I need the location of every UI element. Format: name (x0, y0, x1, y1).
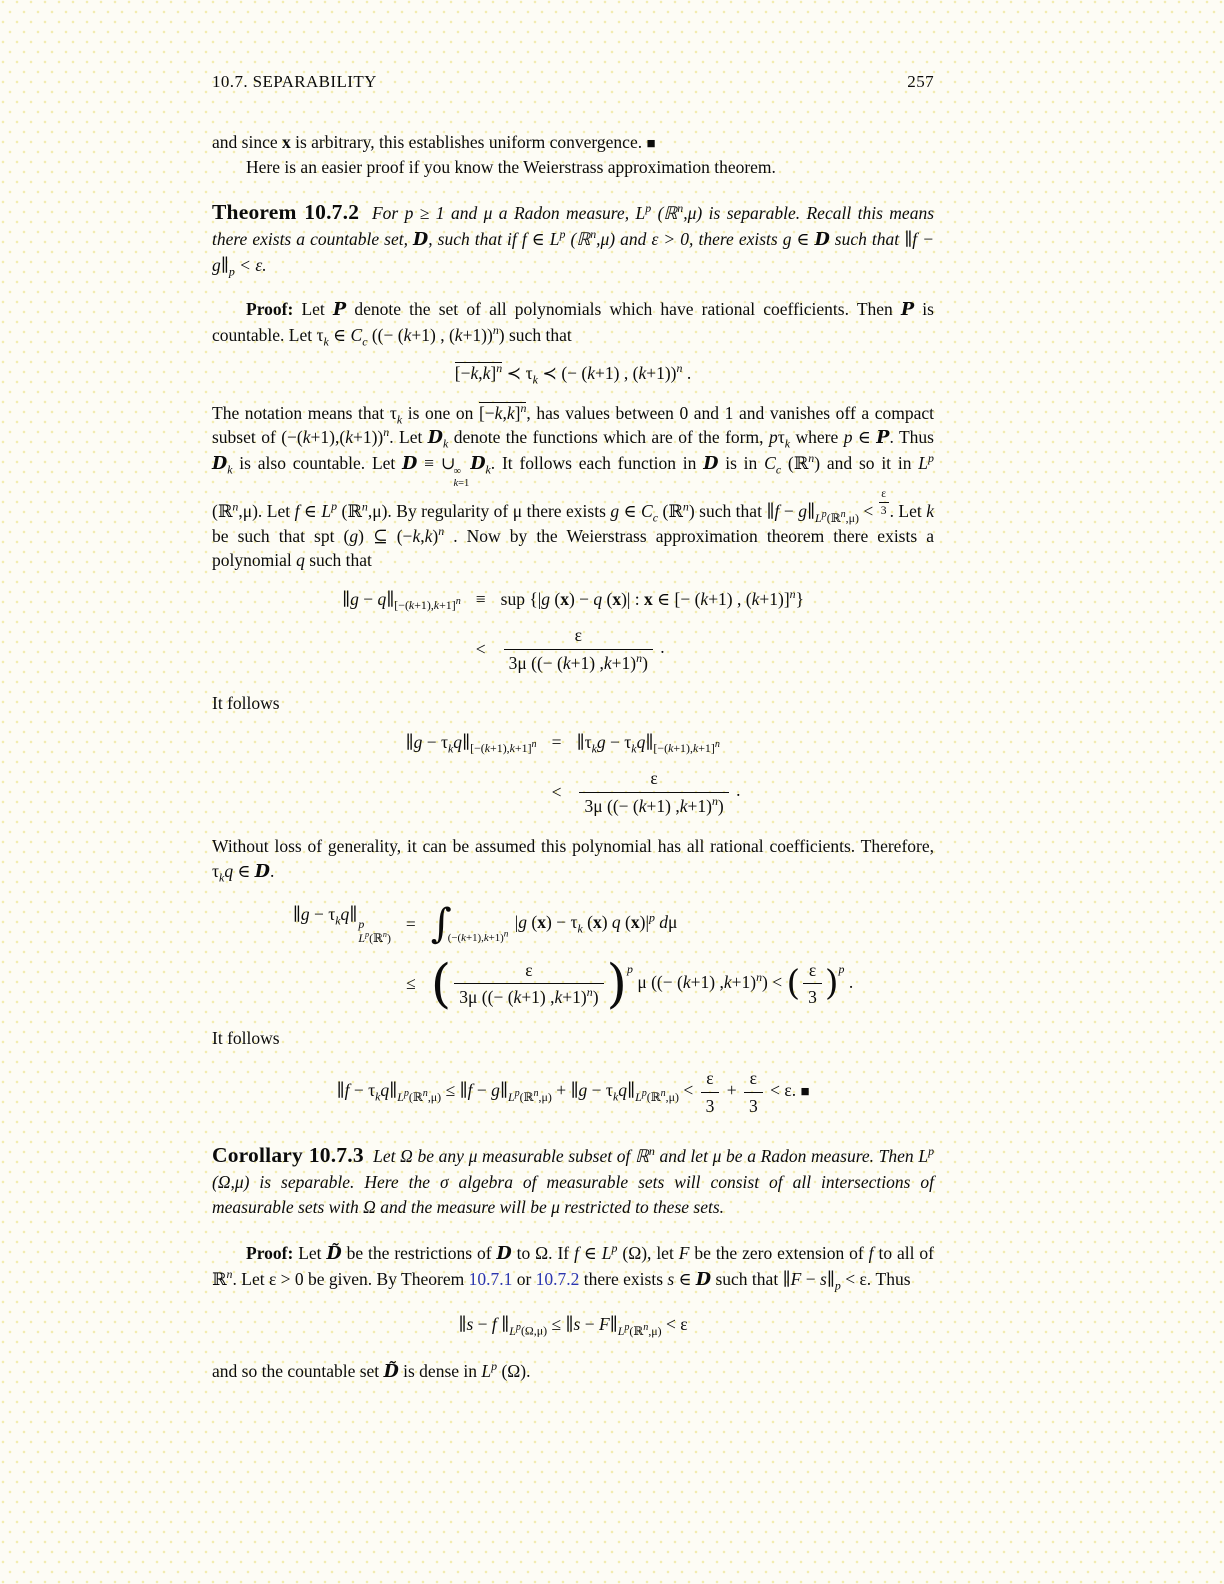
eq-lhs: ∥g − $\tau_kq\parallel$ p $L^p(ℝ^n)$ (292, 904, 391, 946)
equation-triangle-inequality: ∥f − $\tau_kq\parallel_{L^p(ℝ^n,\mu)}$ ≤ ∥f − $g\parallel_{L^p(ℝ^n,\mu)}$ + ∥g − $\tau_kq\parallel_{L^p(ℝ^n,\mu)}$ < $\frac{\varepsilon}{3}$ + $\frac{\varepsilon}{3}$ < ε. ■ (212, 1066, 934, 1118)
link-theorem-10-7-2[interactable]: 10.7.2 (535, 1268, 580, 1289)
proof-2-intro: Proof: Let D̃ be the restrictions of D to Ω. If f ∈ $L^p$ (Ω), let F be the zero extension of f to all of ℝ$^n$. Let ε > 0 be given. By Theorem 10.7.1 or 10.7.2 there exists s ∈ D such that ∥F − $s\parallel_p < \varepsilon$. Thus (212, 1241, 935, 1293)
page-content (212, 0, 934, 1384)
para-easier-proof: Here is an easier proof if you know the Weierstrass approximation theorem. (246, 156, 776, 177)
eq-rhs: $\frac{\varepsilon}{3\mu ((- (k+1) ,k+1)^n)}$ . (501, 623, 665, 675)
qed-square: ■ (800, 1084, 810, 1101)
eq-rhs: $\frac{\varepsilon}{3\mu ((- (k+1) ,k+1)^n)}$ . (576, 766, 740, 818)
corollary-body: Let Ω be any μ measurable subset of ℝ$^n$ and let μ be a Radon measure. Then $L^p$ (Ω,μ) is separable. Here the σ algebra of measurable sets will consist of all intersections of measurable sets with Ω and the measure will be μ restricted to these sets. (212, 1144, 935, 1217)
eq-rhs: sup {|g (x) − q (x)| : x ∈ [− (k+1) , (k+1)]$^n$} (500, 587, 805, 609)
para-it-follows-2: It follows (212, 1027, 280, 1048)
para-notation: The notation means that $\tau_k$ is one on $[-k,k]^n$, has values between 0 and 1 and vanishes off a compact subset of $(-(k+1),(k+1))^n$. Let $D_k$ denote the functions which are of the form, $p\tau_k$ where p ∈ P. Thus $D_k$ is also countable. Let D ≡ ∪ ∞ k=1 $D_k$. It follows each function in D is in $C_c$ (ℝ$^n$) and so it in $L^p$ (ℝ$^n$,μ). Let f ∈ $L^p$ (ℝ$^n$,μ). By regularity of μ there exists g ∈ $C_c$ (ℝ$^n$) such that ∥f − $g\parallel_{L^p(ℝ^n,\mu)}$ < $\frac{\varepsilon}{3}$ . Let k be such that spt (g) ⊆ $(-k,k)^n$ . Now by the Weierstrass approximation theorem there exists a polynomial q such that (212, 401, 934, 571)
eq-relation: < (475, 639, 486, 660)
equation-sup-estimate (212, 587, 934, 676)
link-theorem-10-7-1[interactable]: 10.7.1 (468, 1268, 513, 1289)
eq-lhs: ∥g − $\tau_kq\parallel_{[-(k+1),k+1]^n}$ (405, 731, 537, 756)
theorem-10-7-2 (212, 197, 934, 277)
equation-tau-estimate (212, 730, 934, 819)
eq-rhs: ( $\frac{\varepsilon}{3\mu ((- (k+1) ,k+1)^n)}$ )$^p$ μ ((− (k+1) ,k+1)$^n$) < ( $\frac{\varepsilon}{3}$ )$^p$ . (430, 953, 854, 1015)
eq-relation: ≤ (406, 973, 416, 994)
eq-relation: < (551, 782, 562, 803)
eq-relation: ≡ (475, 588, 486, 609)
page-number: 257 (907, 72, 934, 91)
equation-cutoff: $[-k,k]^n$ ≺ $\tau_k$ ≺ (− (k+1) , (k+1))$^n$ . (454, 361, 692, 387)
eq-relation: = (405, 913, 416, 934)
eq-rhs: $\parallel\tau_kg$ − $\tau_kq\parallel_{[-(k+1),k+1]^n}$ (576, 731, 720, 756)
eq-lhs: ∥g − $q\parallel_{[-(k+1),k+1]^n}$ (341, 588, 461, 613)
eq-rhs: $\int_{(-(k+1),k+1)^n}$ |g $(x) - \tau_k$ (x) q $(x)|^p$ dμ (430, 900, 678, 947)
qed-square: ■ (646, 135, 656, 152)
section-title: 10.7. SEPARABILITY (212, 72, 377, 91)
para-dense-conclusion: and so the countable set D̃ is dense in $L^p$ (Ω). (212, 1358, 531, 1382)
equation-restriction-norm: ∥s − f $\parallel_{L^p(\Omega,\mu)}$ ≤ ∥s − $F\parallel_{L^p(ℝ^n,\mu)} < \varepsilon$ (458, 1314, 688, 1338)
para-it-follows-1: It follows (212, 693, 280, 714)
equation-lp-integral (212, 900, 934, 1015)
corollary-10-7-3 (212, 1140, 934, 1219)
theorem-body: For p ≥ 1 and μ a Radon measure, $L^p$ (ℝ$^n$,μ) is separable. Recall this means there exists a countable set, D, such that if f ∈ $L^p$ (ℝ$^n$,μ) and ε > 0, there exists g ∈ D such that ∥f − $g\parallel_p < \varepsilon$. (212, 201, 935, 279)
eq-relation: = (551, 731, 562, 752)
proof-1-intro: Proof: Let P denote the set of all polynomials which have rational coefficients. Then P is countable. Let $\tau_k$ ∈ $C_c$ ((− (k+1) , (k+1))$^n$) such that (212, 299, 934, 349)
corollary-heading: Corollary 10.7.3 (212, 1143, 364, 1168)
para-uniform-convergence: and since x is arbitrary, this establishes uniform convergence. ■ (212, 131, 656, 152)
page-header (212, 70, 934, 94)
para-wlog: Without loss of generality, it can be assumed this polynomial has all rational coefficients. Therefore, $\tau_kq$ ∈ D. (212, 836, 934, 885)
theorem-heading: Theorem 10.7.2 (212, 200, 360, 225)
